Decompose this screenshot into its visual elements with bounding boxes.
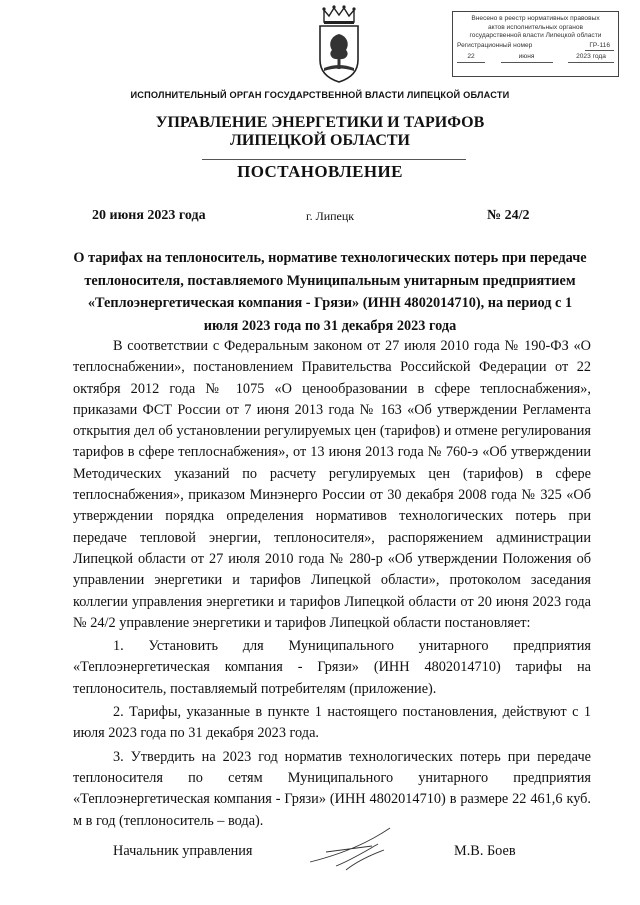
stamp-year: 2023 года [568, 53, 614, 63]
document-date: 20 июня 2023 года [92, 208, 206, 223]
department-line: ЛИПЕЦКОЙ ОБЛАСТИ [230, 132, 410, 149]
department-line: УПРАВЛЕНИЕ ЭНЕРГЕТИКИ И ТАРИФОВ [155, 114, 485, 131]
stamp-reg-label: Регистрационный номер [457, 41, 533, 49]
body-paragraph-item-2: 2. Тарифы, указанные в пункте 1 настоящего постановления, действуют с 1 июля 2023 года по 31 декабря 2023 года. [73, 704, 591, 742]
stamp-day: 22 [457, 53, 485, 63]
department-name [0, 114, 640, 150]
document-type: ПОСТАНОВЛЕНИЕ [237, 162, 403, 181]
coat-of-arms-icon [316, 4, 362, 84]
header-divider [202, 159, 466, 160]
document-number: № 24/2 [487, 208, 530, 223]
stamp-reg-number: ГР-116 [585, 42, 614, 52]
stamp-line: актов исполнительных органов [487, 23, 584, 31]
organization-name: ИСПОЛНИТЕЛЬНЫЙ ОРГАН ГОСУДАРСТВЕННОЙ ВЛАСТИ ЛИПЕЦКОЙ ОБЛАСТИ [130, 90, 510, 100]
signature-icon [306, 822, 396, 874]
body-paragraph-item-1: 1. Установить для Муниципального унитарного предприятия «Теплоэнергетическая компания - Грязи» (ИНН 4802014710) тарифы на теплоноситель, поставляемый потребителям (приложение). [73, 638, 591, 697]
registration-stamp [452, 11, 619, 77]
document-title: О тарифах на теплоноситель, нормативе технологических потерь при передаче теплоносителя, поставляемого Муниципальным унитарным предприятием «Теплоэнергетическая компания - Грязи» (ИНН 4802014710), на период с 1 июля 2023 года по 31 декабря 2023 года [73, 250, 587, 334]
stamp-line: Внесено в реестр нормативных правовых [471, 15, 600, 22]
signatory-position: Начальник управления [113, 843, 253, 859]
stamp-line: государственной власти Липецкой области [469, 32, 602, 40]
body-paragraph-item-3: 3. Утвердить на 2023 год норматив технологических потерь при передаче теплоносителя по сетям Муниципального унитарного предприятия «Теплоэнергетическая компания - Грязи» (ИНН 4802014710) в размере 22 461,6 куб. м в год (теплоноситель – вода). [73, 748, 591, 829]
document-body [73, 336, 591, 832]
document-city: г. Липецк [306, 209, 355, 223]
stamp-month: июня [501, 53, 553, 63]
body-paragraph-preamble: В соответствии с Федеральным законом от 27 июля 2010 года № 190-ФЗ «О теплоснабжении», постановлением Правительства Российской Федерации от 22 октября 2012 года № 1075 «О ценообразовании в сфере теплоснабжения», приказами ФСТ России от 7 июня 2013 года № 163 «Об утверждении Регламента открытия дел об установлении регулируемых цен (тарифов) и отмене регулирования тарифов в сфере теплоснабжения», от 13 июня 2013 года № 760-э «Об утверждении Методических указаний по расчету регулируемых цен (тарифов) в сфере теплоснабжения», приказом Минэнерго России от 30 декабря 2008 года № 325 «Об утверждении порядка определения нормативов технологических потерь при передаче тепловой энергии, теплоносителя», распоряжением администрации Липецкой области от 27 июля 2010 года № 280-р «Об утверждении Положения об управлении энергетики и тарифов Липецкой области», протоколом заседания коллегии управления энергетики и тарифов Липецкой области от 20 июня 2023 года № 24/2 управление энергетики и тарифов Липецкой области постановляет: [73, 338, 591, 631]
signatory-name: М.В. Боев [454, 843, 516, 859]
